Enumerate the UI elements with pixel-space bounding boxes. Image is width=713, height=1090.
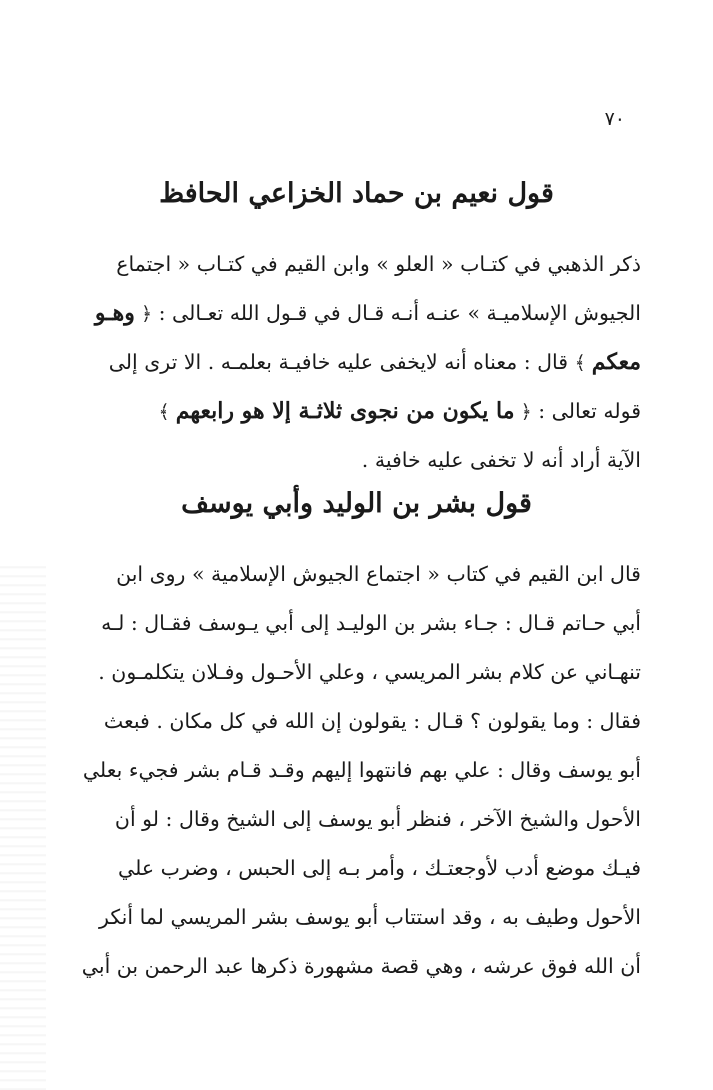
text-line <box>48 387 641 436</box>
body-text: قوله تعالى : <box>531 399 641 423</box>
quran-verse-text: وهـو <box>94 300 135 326</box>
ornate-bracket: ﴾ <box>574 352 592 374</box>
text-line <box>48 795 641 844</box>
body-text: فيـك موضع أدب لأوجعتـك ، وأمر بـه إلى الحبس ، وضرب علي <box>118 856 641 880</box>
ornate-bracket: ﴿ <box>514 401 532 423</box>
text-line <box>48 942 641 991</box>
text-line <box>48 697 641 746</box>
body-text: ذكر الذهبي في كتـاب « العلو » وابن القيم في كتـاب « اجتماع <box>116 252 641 276</box>
page-gutter-shadow <box>0 560 46 1090</box>
section-1-paragraph <box>48 240 641 485</box>
quran-verse-text: ما يكون من نجوى ثلاثـة إلا هو رابعهم <box>175 398 515 424</box>
text-line <box>48 550 641 599</box>
text-line <box>48 893 641 942</box>
text-line <box>48 289 641 338</box>
text-line <box>48 240 641 289</box>
body-text: فقال : وما يقولون ؟ قـال : يقولون إن الله في كل مكان . فبعث <box>103 709 641 733</box>
section-heading-bishr-bin-al-walid: قول بشر بن الوليد وأبي يوسف <box>181 488 532 519</box>
text-line <box>48 338 641 387</box>
text-line <box>48 648 641 697</box>
body-text: أن الله فوق عرشه ، وهي قصة مشهورة ذكرها عبد الرحمن بن أبي <box>81 954 641 978</box>
ornate-bracket: ﴿ <box>134 303 153 325</box>
body-text: الجيوش الإسلاميـة » عنـه أنـه قـال في قـول الله تعـالى : <box>152 301 641 325</box>
body-text: تنهـاني عن كلام بشر المريسي ، وعلي الأحـول وفـلان يتكلمـون . <box>98 660 641 684</box>
body-text: الآية أراد أنه لا تخفى عليه خافية . <box>361 448 641 472</box>
text-line <box>48 436 641 485</box>
quran-verse-text: معكم <box>591 349 641 375</box>
body-text: قال : معناه أنه لايخفى عليه خافيـة بعلمـه . الا ترى إلى <box>108 350 575 374</box>
text-line <box>48 746 641 795</box>
text-line <box>48 599 641 648</box>
body-text: الأحول وطيف به ، وقد استتاب أبو يوسف بشر المريسي لما أنكر <box>99 905 641 929</box>
section-2-paragraph <box>48 550 641 991</box>
body-text: قال ابن القيم في كتاب « اجتماع الجيوش الإسلامية » روى ابن <box>116 562 641 586</box>
page-number: ٧٠ <box>604 108 625 130</box>
ornate-bracket: ﴾ <box>158 401 176 423</box>
body-text: أبي حـاتم قـال : جـاء بشر بن الوليـد إلى أبي يـوسف فقـال : لـه <box>101 611 641 635</box>
body-text: الأحول والشيخ الآخر ، فنظر أبو يوسف إلى الشيخ وقال : لو أن <box>114 807 641 831</box>
body-text: أبو يوسف وقال : علي بهم فانتهوا إليهم وقـد قـام بشر فجيء بعلي <box>82 758 641 782</box>
text-line <box>48 844 641 893</box>
section-heading-naim-bin-hammad: قول نعيم بن حماد الخزاعي الحافظ <box>159 178 554 209</box>
